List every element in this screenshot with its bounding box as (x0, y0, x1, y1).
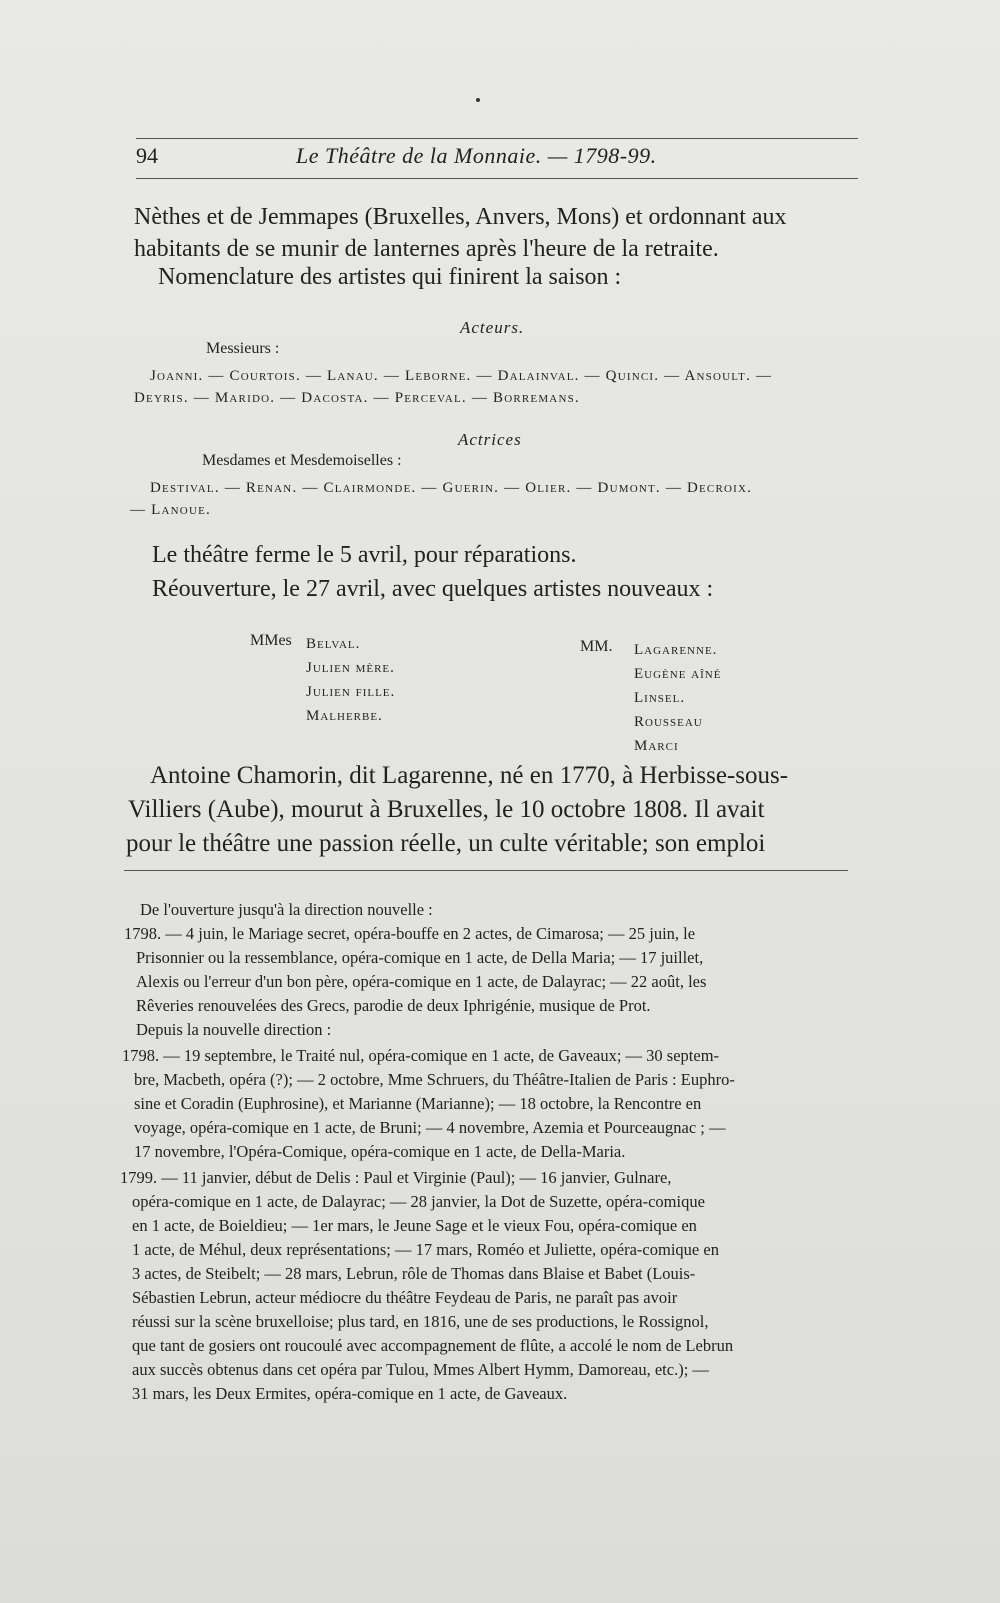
mm-name: Linsel. (634, 690, 686, 706)
mmes-name: Belval. (306, 636, 361, 652)
footnote-line: voyage, opéra-comique en 1 acte, de Bruni; — 4 novembre, Azemia et Pourceaugnac ; — (134, 1118, 726, 1137)
footnote-line: 3 actes, de Steibelt; — 28 mars, Lebrun, rôle de Thomas dans Blaise et Babet (Louis- (132, 1264, 696, 1283)
paragraph-line: Villiers (Aube), mourut à Bruxelles, le 10 octobre 1808. Il avait (128, 796, 765, 823)
header-bottom-rule (136, 178, 858, 179)
acteurs-list-line: Joanni. — Courtois. — Lanau. — Leborne. — Dalainval. — Quinci. — Ansoult. — (150, 368, 773, 384)
paragraph-line: Le théâtre ferme le 5 avril, pour réparations. (152, 542, 577, 568)
footnote-rule (124, 870, 848, 871)
paragraph-line: Nomenclature des artistes qui finirent la saison : (158, 264, 622, 290)
footnote-line: en 1 acte, de Boieldieu; — 1er mars, le Jeune Sage et le vieux Fou, opéra-comique en (132, 1216, 697, 1235)
page-header (136, 143, 856, 173)
footnote-line: que tant de gosiers ont roucoulé avec accompagnement de flûte, a accolé le nom de Lebrun (132, 1336, 734, 1355)
messieurs-label: Messieurs : (206, 340, 280, 357)
paragraph-line: habitants de se munir de lanternes après l'heure de la retraite. (134, 236, 719, 262)
footnote-line: 17 novembre, l'Opéra-Comique, opéra-comique en 1 acte, de Della-Maria. (134, 1142, 626, 1161)
mm-name: Lagarenne. (634, 642, 718, 658)
footnote-line: 31 mars, les Deux Ermites, opéra-comique en 1 acte, de Gaveaux. (132, 1384, 568, 1403)
footnote-line: Alexis ou l'erreur d'un bon père, opéra-comique en 1 acte, de Dalayrac; — 22 août, les (136, 972, 707, 991)
mesdames-label: Mesdames et Mesdemoiselles : (202, 452, 402, 469)
paragraph-line: Antoine Chamorin, dit Lagarenne, né en 1770, à Herbisse-sous- (150, 762, 789, 789)
footnote-line: 1798. — 19 septembre, le Traité nul, opéra-comique en 1 acte, de Gaveaux; — 30 septem- (122, 1046, 720, 1065)
footnote-line: De l'ouverture jusqu'à la direction nouvelle : (140, 900, 433, 919)
footnote-line: Rêveries renouvelées des Grecs, parodie de deux Iphrigénie, musique de Prot. (136, 996, 651, 1015)
mmes-name: Julien fille. (306, 684, 396, 700)
mmes-name: Malherbe. (306, 708, 383, 724)
footnote-line: Prisonnier ou la ressemblance, opéra-comique en 1 acte, de Della Maria; — 17 juillet, (136, 948, 704, 967)
paragraph-line: pour le théâtre une passion réelle, un culte véritable; son emploi (126, 830, 766, 857)
paragraph-line: Réouverture, le 27 avril, avec quelques artistes nouveaux : (152, 576, 714, 602)
footnote-line: Depuis la nouvelle direction : (136, 1020, 332, 1039)
footnote-line: réussi sur la scène bruxelloise; plus tard, en 1816, une de ses productions, le Rossignol, (132, 1312, 709, 1331)
mmes-name: Julien mère. (306, 660, 395, 676)
acteurs-heading: Acteurs. (460, 318, 525, 337)
mm-label: MM. (580, 638, 613, 655)
footnote-line: sine et Coradin (Euphrosine), et Marianne (Marianne); — 18 octobre, la Rencontre en (134, 1094, 702, 1113)
mm-list (634, 638, 721, 758)
footnote-line: bre, Macbeth, opéra (?); — 2 octobre, Mme Schruers, du Théâtre-Italien de Paris : Euphro- (134, 1070, 735, 1089)
footnote-line: Sébastien Lebrun, acteur médiocre du théâtre Feydeau de Paris, ne paraît pas avoir (132, 1288, 678, 1307)
acteurs-list-line: Deyris. — Marido. — Dacosta. — Perceval. — Borremans. (134, 390, 580, 406)
actrices-list-line: — Lanoue. (130, 502, 211, 518)
running-title: Le Théâtre de la Monnaie. — 1798-99. (296, 143, 657, 168)
footnote-line: 1798. — 4 juin, le Mariage secret, opéra-bouffe en 2 actes, de Cimarosa; — 25 juin, le (124, 924, 696, 943)
actrices-list-line: Destival. — Renan. — Clairmonde. — Guerin. — Olier. — Dumont. — Decroix. (150, 480, 753, 496)
header-top-rule (136, 138, 858, 139)
paragraph-line: Nèthes et de Jemmapes (Bruxelles, Anvers, Mons) et ordonnant aux (134, 204, 787, 230)
footnote-line: aux succès obtenus dans cet opéra par Tulou, Mmes Albert Hymm, Damoreau, etc.); — (132, 1360, 709, 1379)
footnote-line: opéra-comique en 1 acte, de Dalayrac; — 28 janvier, la Dot de Suzette, opéra-comique (132, 1192, 705, 1211)
page-number: 94 (136, 143, 158, 168)
footnote-line: 1 acte, de Méhul, deux représentations; — 17 mars, Roméo et Juliette, opéra-comique en (132, 1240, 719, 1259)
mmes-list (306, 632, 395, 728)
mm-name: Marci (634, 738, 679, 754)
mm-name: Eugène aîné (634, 666, 722, 682)
mmes-label: MMes (250, 632, 292, 649)
actrices-heading: Actrices (458, 430, 522, 449)
ink-speck (476, 98, 480, 102)
footnote-line: 1799. — 11 janvier, début de Delis : Paul et Virginie (Paul); — 16 janvier, Gulnare, (120, 1168, 672, 1187)
mm-name: Rousseau (634, 714, 703, 730)
